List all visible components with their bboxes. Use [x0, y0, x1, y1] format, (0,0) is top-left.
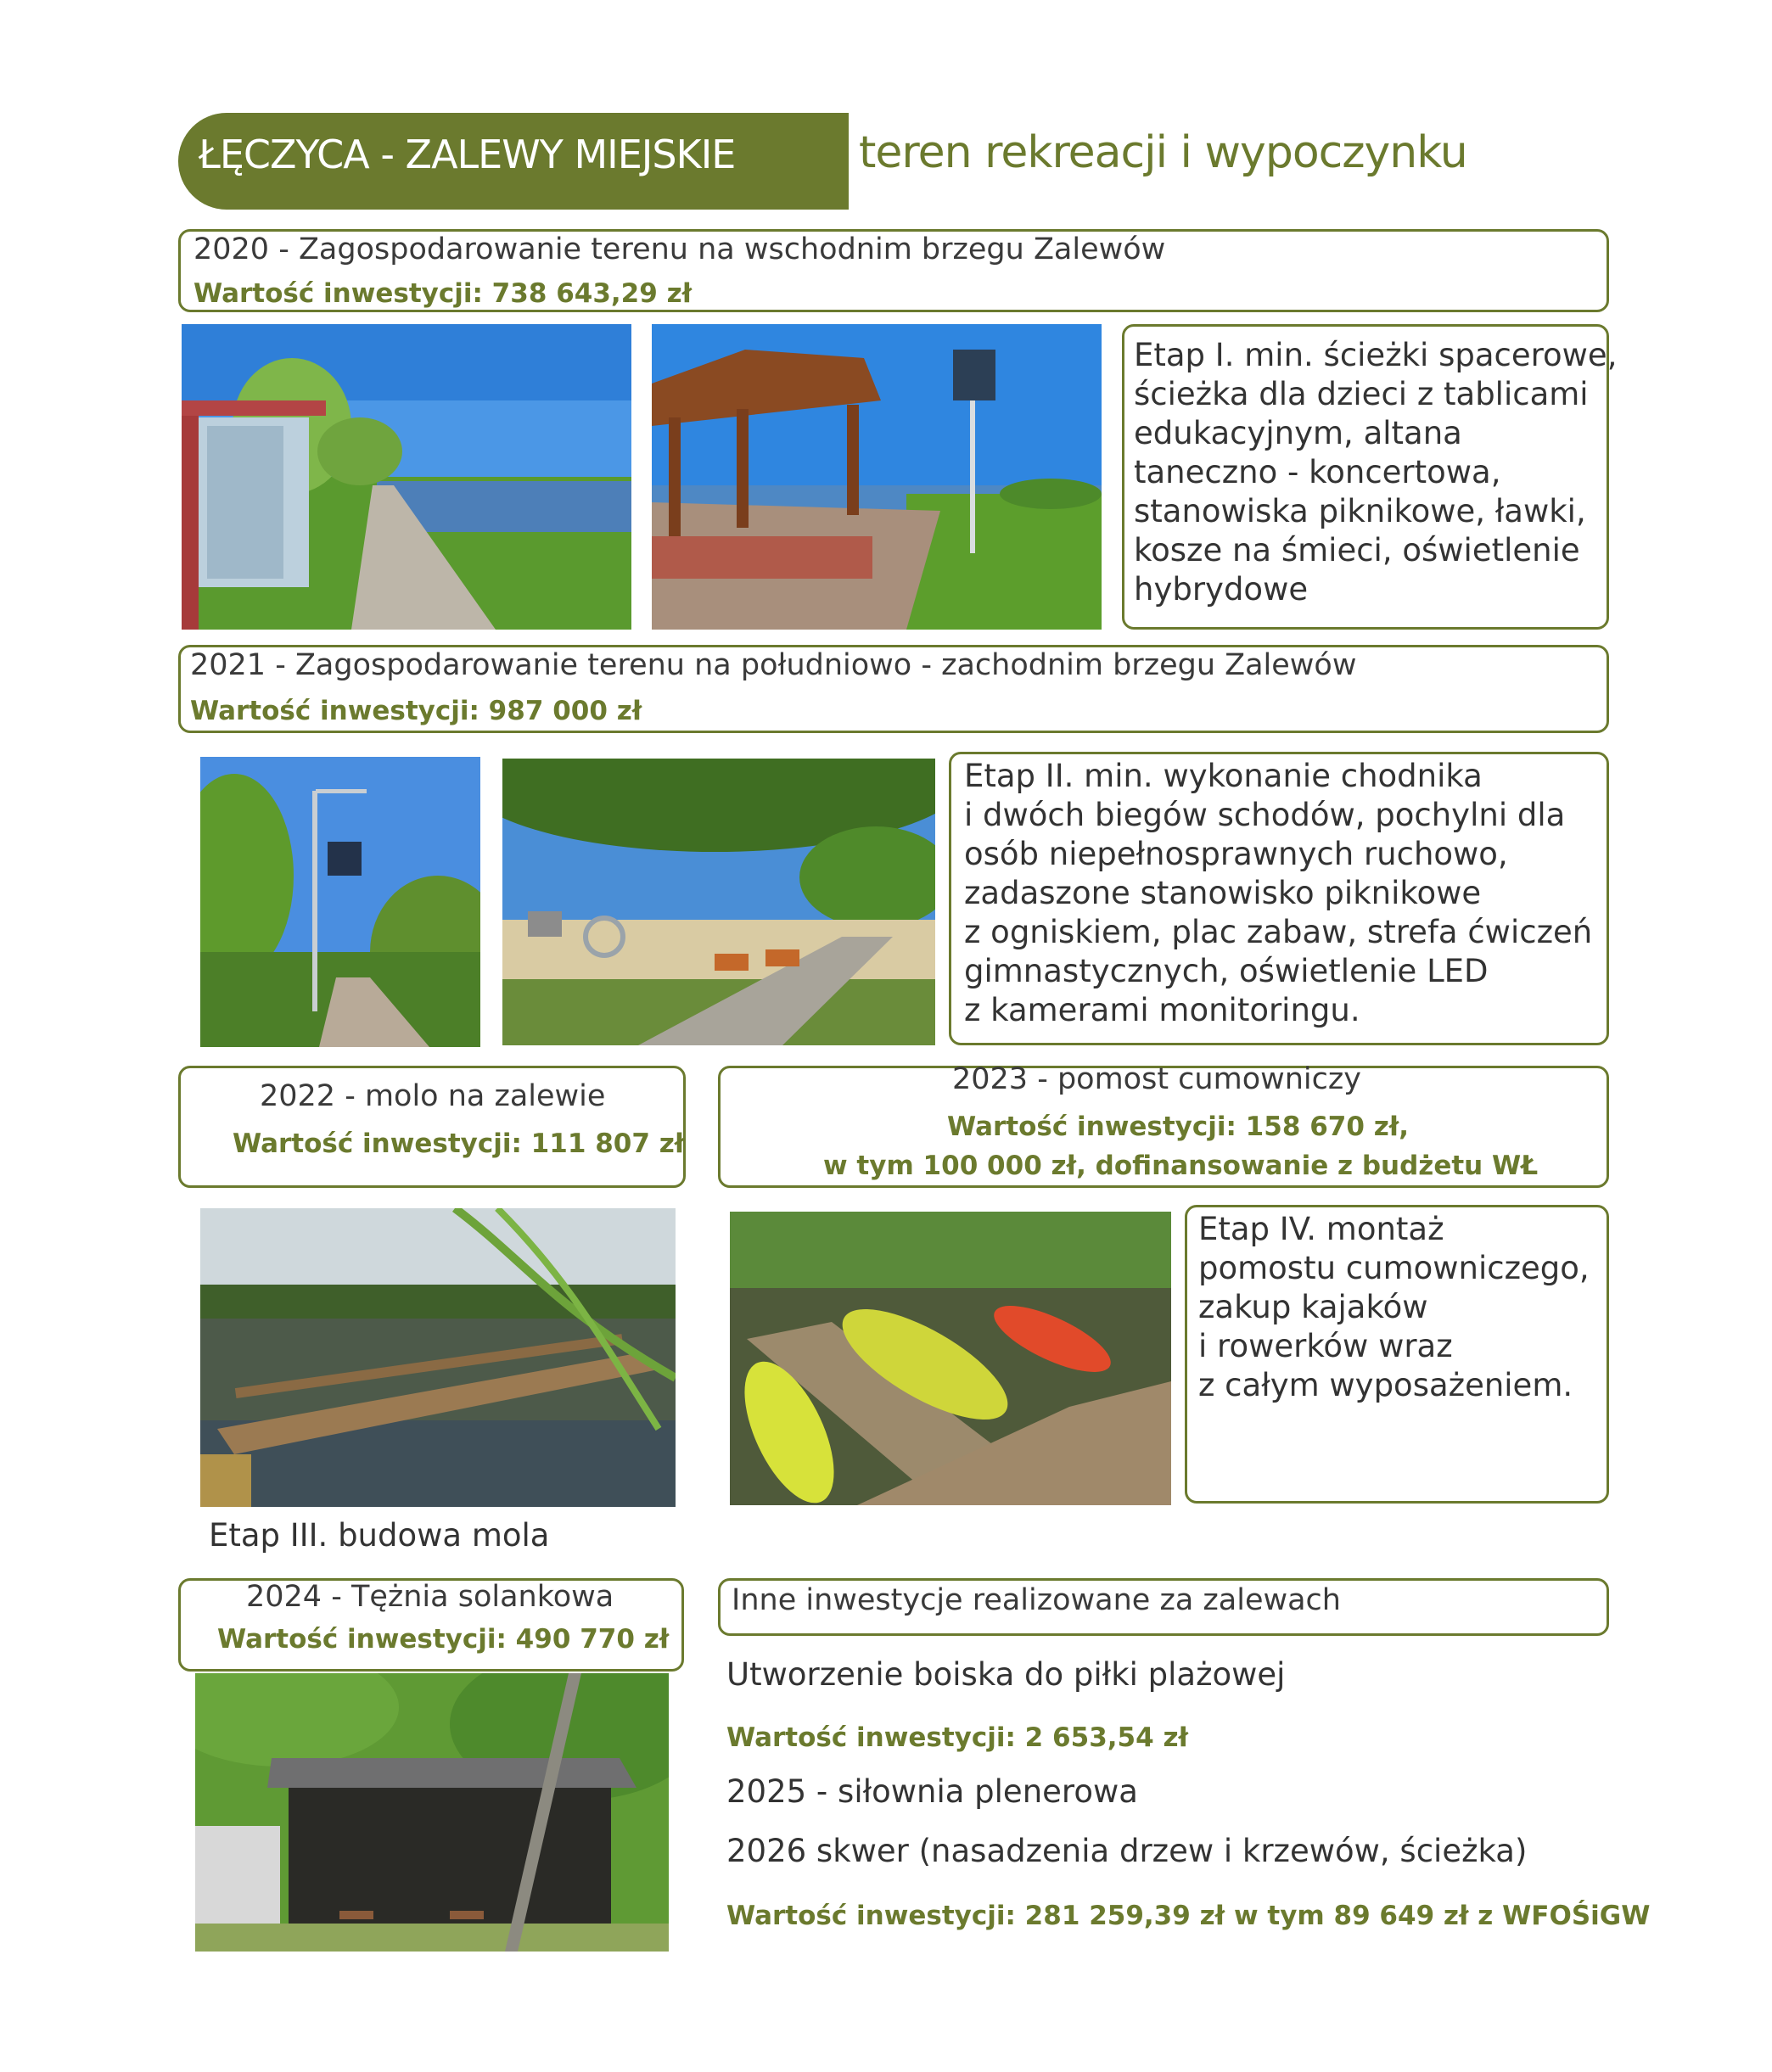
desc-line: stanowiska piknikowe, ławki, [1134, 493, 1586, 529]
header-subtitle: teren rekreacji i wypoczynku [859, 127, 1467, 178]
section-2023-value-1: Wartość inwestycji: 158 670 zł, [947, 1112, 1410, 1142]
desc-line: zadaszone stanowisko piknikowe [964, 875, 1482, 911]
section-2024-value: Wartość inwestycji: 490 770 zł [217, 1624, 670, 1655]
other-line-beach-volleyball: Utworzenie boiska do piłki plażowej [726, 1656, 1286, 1693]
photo-playground [502, 759, 935, 1045]
desc-line: i dwóch biegów schodów, pochylni dla [964, 797, 1566, 833]
section-2021-desc [964, 757, 1592, 1030]
section-2024-title: 2024 - Tężnia solankowa [246, 1580, 614, 1614]
desc-line: i rowerków wraz [1198, 1328, 1453, 1364]
section-2023-value-2: w tym 100 000 zł, dofinansowanie z budżetu WŁ [823, 1151, 1539, 1181]
desc-line: z ogniskiem, plac zabaw, strefa ćwiczeń [964, 914, 1593, 950]
photo-walking-path [182, 324, 631, 630]
desc-line: Etap II. min. wykonanie chodnika [964, 758, 1483, 794]
section-2023-desc [1198, 1210, 1590, 1405]
section-2022-caption: Etap III. budowa mola [209, 1517, 550, 1554]
desc-line: osób niepełnosprawnych ruchowo, [964, 836, 1508, 872]
section-2022-title: 2022 - molo na zalewie [260, 1079, 606, 1113]
section-2020-desc [1134, 336, 1617, 609]
desc-line: kosze na śmieci, oświetlenie [1134, 532, 1580, 568]
other-value-1: Wartość inwestycji: 2 653,54 zł [726, 1722, 1189, 1753]
photo-graduation-tower [195, 1673, 669, 1952]
photo-gazebo [652, 324, 1102, 630]
desc-line: zakup kajaków [1198, 1289, 1428, 1325]
desc-line: Etap I. min. ścieżki spacerowe, [1134, 337, 1618, 373]
section-2023-title: 2023 - pomost cumowniczy [952, 1062, 1361, 1096]
other-line-outdoor-gym: 2025 - siłownia plenerowa [726, 1773, 1138, 1810]
desc-line: z całym wyposażeniem. [1198, 1367, 1573, 1403]
desc-line: gimnastycznych, oświetlenie LED [964, 953, 1489, 989]
photo-solar-lamp-path [200, 757, 480, 1047]
other-value-2: Wartość inwestycji: 281 259,39 zł w tym 89 649 zł z WFOŚiGW [726, 1901, 1651, 1931]
header-title-banner [178, 113, 849, 210]
photo-pier [200, 1208, 676, 1507]
header-title: ŁĘCZYCA - ZALEWY MIEJSKIE [199, 132, 736, 177]
desc-line: pomostu cumowniczego, [1198, 1250, 1590, 1286]
section-2021-value: Wartość inwestycji: 987 000 zł [190, 696, 642, 726]
section-2020-title: 2020 - Zagospodarowanie terenu na wschodnim brzegu Zalewów [193, 232, 1166, 266]
desc-line: hybrydowe [1134, 571, 1309, 608]
section-2020-value: Wartość inwestycji: 738 643,29 zł [193, 278, 693, 309]
desc-line: z kamerami monitoringu. [964, 992, 1360, 1028]
other-line-square: 2026 skwer (nasadzenia drzew i krzewów, ścieżka) [726, 1833, 1528, 1869]
section-2022-value: Wartość inwestycji: 111 807 zł [233, 1128, 685, 1159]
desc-line: edukacyjnym, altana [1134, 415, 1462, 451]
section-2021-title: 2021 - Zagospodarowanie terenu na południowo - zachodnim brzegu Zalewów [190, 648, 1357, 682]
other-investments-title: Inne inwestycje realizowane za zalewach [732, 1583, 1341, 1617]
photo-kayaks [730, 1212, 1171, 1505]
desc-line: Etap IV. montaż [1198, 1211, 1444, 1247]
desc-line: ścieżka dla dzieci z tablicami [1134, 376, 1589, 412]
desc-line: taneczno - koncertowa, [1134, 454, 1501, 490]
